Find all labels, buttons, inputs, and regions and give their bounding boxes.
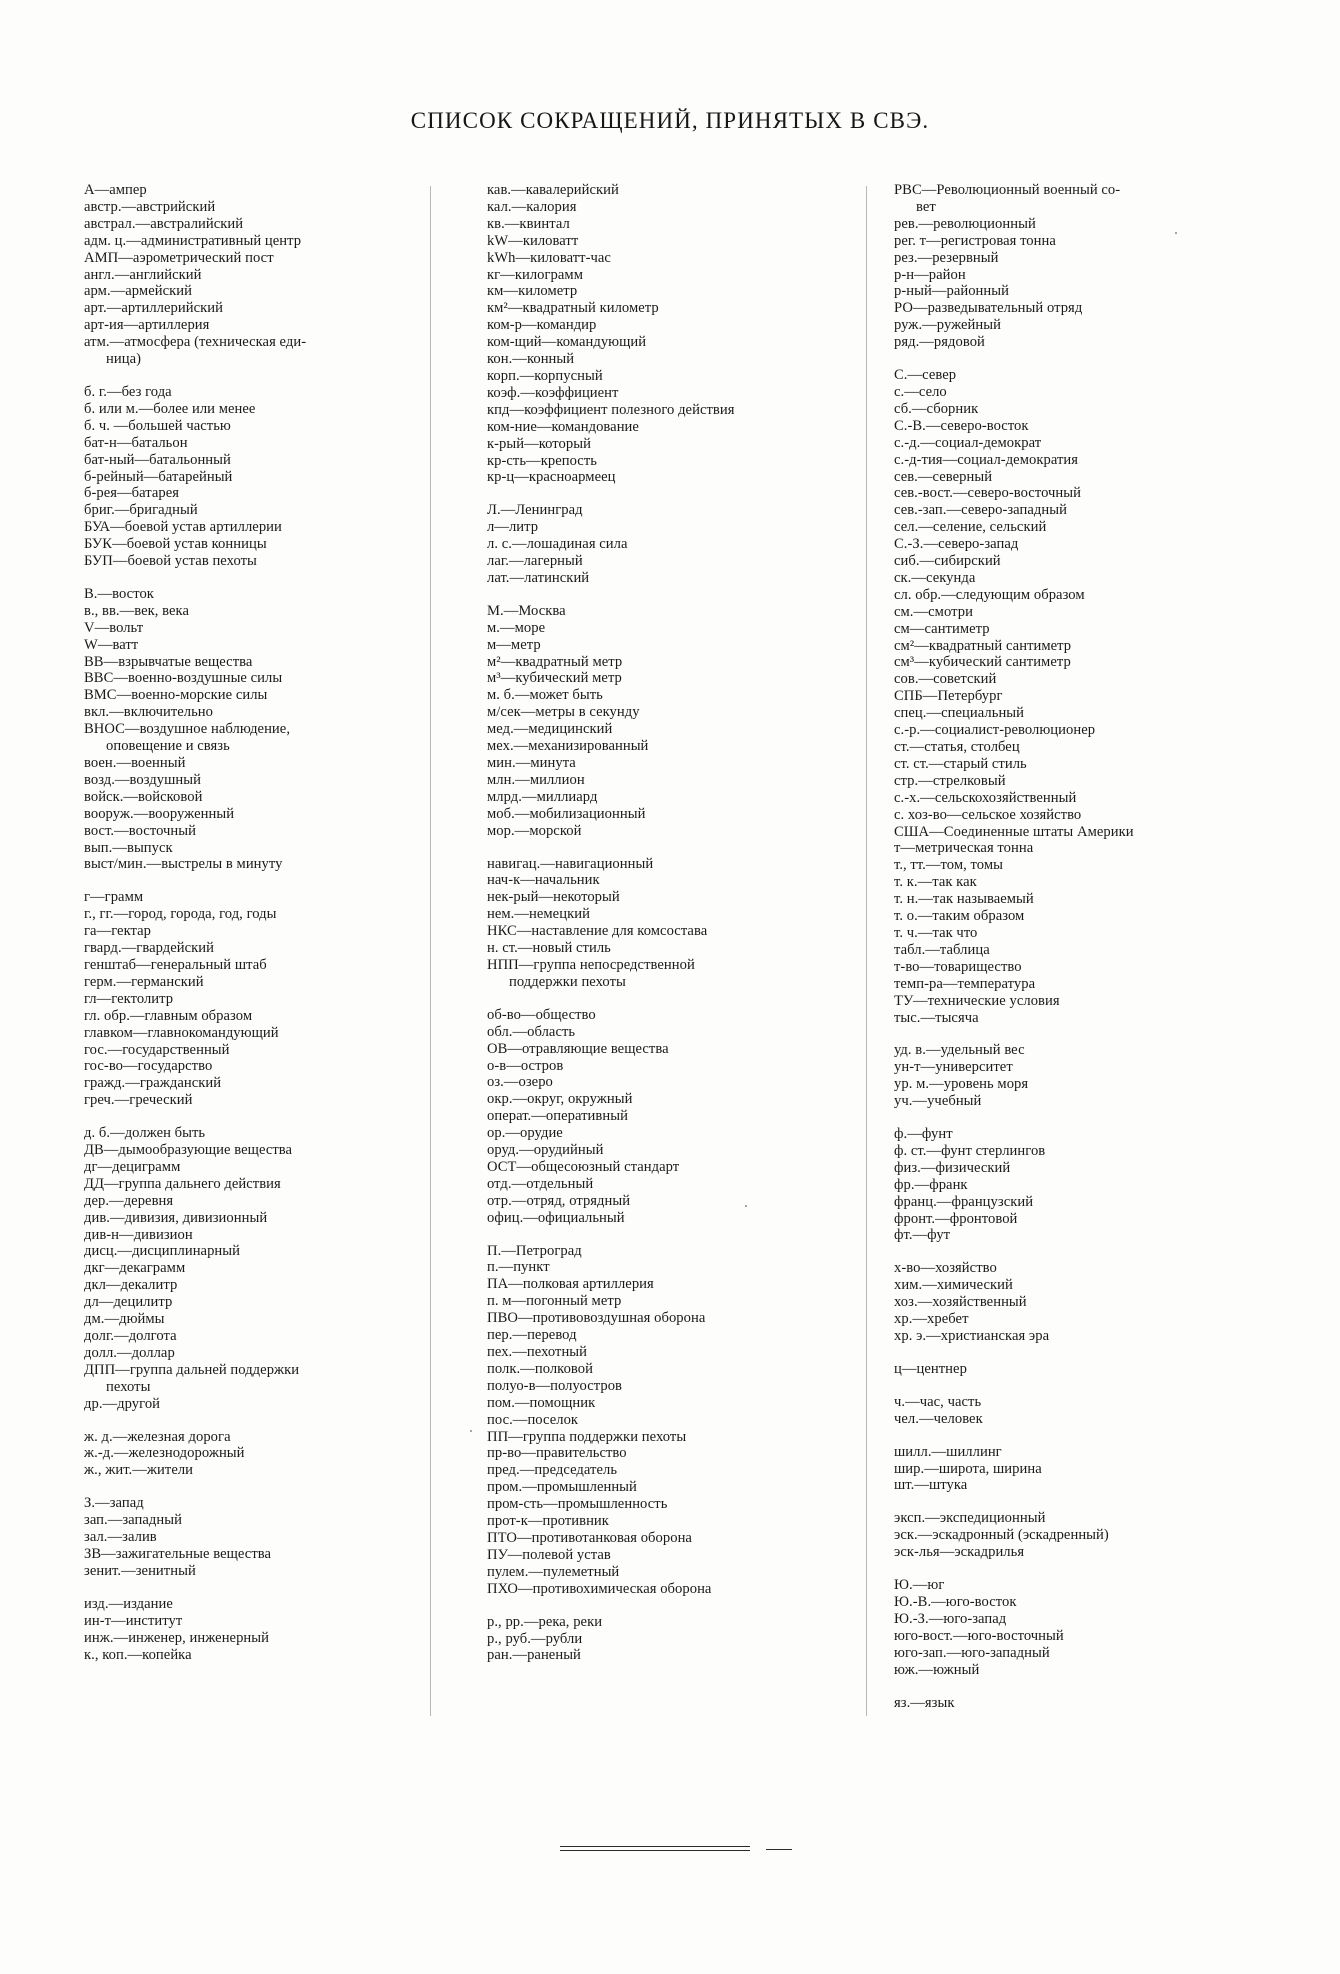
abbreviation-entry: ЗВ—зажигательные вещества bbox=[84, 1545, 272, 1562]
abbreviation-entry: ком-щий—командующий bbox=[487, 334, 647, 351]
abbreviation-entry: ПА—полковая артиллерия bbox=[487, 1276, 654, 1293]
abbreviation-entry: га—гектар bbox=[84, 923, 152, 940]
abbreviation-entry: ТУ—технические условия bbox=[894, 992, 1060, 1009]
abbreviation-entry: гражд.—гражданский bbox=[84, 1075, 222, 1092]
group-spacer bbox=[894, 351, 1264, 367]
abbreviation-entry: пом.—помощник bbox=[487, 1394, 596, 1411]
abbreviation-entry: долг.—долгота bbox=[84, 1328, 177, 1344]
abbreviation-entry: с.—село bbox=[894, 383, 947, 400]
abbreviation-entry: бат-н—батальон bbox=[84, 434, 188, 451]
abbreviation-entry: т. н.—так называемый bbox=[894, 891, 1034, 908]
abbreviation-entry: ПВО—противовоздушная оборона bbox=[487, 1310, 706, 1327]
abbreviation-entry: ПХО—противохимическая оборона bbox=[487, 1580, 712, 1597]
group-spacer bbox=[84, 1109, 454, 1125]
abbreviation-entry: гл—гектолитр bbox=[84, 990, 174, 1007]
abbreviation-entry: США—Соединенные штаты Америки bbox=[894, 823, 1134, 840]
abbreviation-entry: див-н—дивизион bbox=[84, 1226, 193, 1243]
abbreviation-entry: спец.—специальный bbox=[894, 705, 1025, 722]
abbreviation-entry: мех.—механизированный bbox=[487, 738, 649, 755]
group-spacer bbox=[84, 1580, 454, 1596]
abbreviation-entry: офиц.—официальный bbox=[487, 1209, 625, 1226]
abbreviation-entry: ф.—фунт bbox=[894, 1126, 953, 1143]
group-spacer bbox=[894, 1244, 1264, 1260]
abbreviation-entry: чел.—человек bbox=[894, 1410, 983, 1427]
abbreviation-entry: kWh—киловатт-час bbox=[487, 249, 611, 266]
abbreviation-entry: мор.—морской bbox=[487, 822, 582, 839]
abbreviation-entry: V—вольт bbox=[84, 619, 144, 636]
abbreviation-entry: франц.—французский bbox=[894, 1193, 1034, 1210]
abbreviation-entry: хоз.—хозяйственный bbox=[894, 1294, 1027, 1311]
abbreviation-entry: кон.—конный bbox=[487, 351, 575, 368]
group-spacer bbox=[487, 840, 857, 856]
abbreviation-entry: т-во—товарищество bbox=[894, 958, 1022, 975]
abbreviation-entry: ц—центнер bbox=[894, 1360, 967, 1377]
abbreviation-entry: НПП—группа непосредственной bbox=[487, 956, 695, 973]
abbreviation-entry: БУК—боевой устав конницы bbox=[84, 536, 267, 553]
abbreviation-entry: Ю.-З.—юго-запад bbox=[894, 1610, 1007, 1627]
abbreviation-entry: н. ст.—новый стиль bbox=[487, 940, 611, 957]
abbreviation-entry: др.—другой bbox=[84, 1395, 161, 1412]
abbreviation-entry: прот-к—противник bbox=[487, 1513, 609, 1530]
abbreviation-entry: рев.—революционный bbox=[894, 215, 1036, 232]
abbreviation-entry: герм.—германский bbox=[84, 973, 204, 990]
abbreviation-entry: сиб.—сибирский bbox=[894, 553, 1001, 570]
abbreviation-entry: пер.—перевод bbox=[487, 1327, 577, 1344]
abbreviation-entry: м³—кубический метр bbox=[487, 670, 622, 687]
abbreviation-entry: шилл.—шиллинг bbox=[894, 1443, 1002, 1460]
abbreviation-entry: операт.—оперативный bbox=[487, 1108, 628, 1125]
group-spacer bbox=[894, 1494, 1264, 1510]
abbreviation-entry: С.—север bbox=[894, 367, 957, 384]
abbreviation-entry: п.—пункт bbox=[487, 1259, 550, 1276]
abbreviation-entry: хим.—химический bbox=[894, 1277, 1013, 1294]
abbreviation-entry: изд.—издание bbox=[84, 1595, 173, 1612]
abbreviation-entry: с. хоз-во—сельское хозяйство bbox=[894, 806, 1082, 823]
abbreviation-entry: п. м—погонный метр bbox=[487, 1293, 622, 1310]
abbreviation-entry: лаг.—лагерный bbox=[487, 553, 583, 570]
abbreviation-entry: г., гг.—город, города, год, годы bbox=[84, 906, 277, 923]
abbreviation-entry: окр.—округ, окружный bbox=[487, 1091, 633, 1108]
abbreviation-entry: ВМС—военно-морские силы bbox=[84, 687, 268, 704]
abbreviation-entry: РВС—Революционный военный со- bbox=[894, 182, 1121, 198]
group-spacer bbox=[487, 587, 857, 603]
abbreviation-entry: т., тт.—том, томы bbox=[894, 857, 1003, 874]
abbreviation-list bbox=[84, 182, 1264, 1711]
abbreviation-entry: ПП—группа поддержки пехоты bbox=[487, 1428, 687, 1445]
abbreviation-entry: ран.—раненый bbox=[487, 1647, 581, 1664]
abbreviation-entry: ком-р—командир bbox=[487, 317, 597, 334]
abbreviation-entry: тыс.—тысяча bbox=[894, 1009, 979, 1026]
abbreviation-entry: С.-В.—северо-восток bbox=[894, 417, 1029, 434]
abbreviation-entry: юж.—южный bbox=[894, 1661, 980, 1678]
abbreviation-entry: ст. ст.—старый стиль bbox=[894, 755, 1027, 772]
column-right bbox=[872, 182, 1264, 1711]
abbreviation-entry: ж. д.—железная дорога bbox=[84, 1428, 231, 1445]
abbreviation-entry: нем.—немецкий bbox=[487, 906, 590, 923]
abbreviation-entry: атм.—атмосфера (техническая еди- bbox=[84, 334, 307, 351]
abbreviation-entry: с.-х.—сельскохозяйственный bbox=[894, 789, 1077, 806]
abbreviation-entry: с.-р.—социалист-революционер bbox=[894, 722, 1096, 739]
group-spacer bbox=[894, 1026, 1264, 1042]
abbreviation-entry: ДВ—дымообразующие вещества bbox=[84, 1142, 293, 1159]
abbreviation-entry: арм.—армейский bbox=[84, 283, 192, 300]
abbreviation-entry: З.—запад bbox=[84, 1495, 144, 1512]
abbreviation-entry: инж.—инженер, инженерный bbox=[84, 1629, 270, 1646]
group-spacer bbox=[894, 1428, 1264, 1444]
abbreviation-entry: див.—дивизия, дивизионный bbox=[84, 1209, 268, 1226]
group-spacer bbox=[84, 570, 454, 586]
abbreviation-entry: дкл—декалитр bbox=[84, 1277, 178, 1294]
group-spacer bbox=[894, 1378, 1264, 1394]
abbreviation-entry: кв.—квинтал bbox=[487, 215, 570, 232]
abbreviation-entry: вост.—восточный bbox=[84, 822, 196, 839]
page-speck bbox=[1175, 232, 1177, 234]
abbreviation-entry: корп.—корпусный bbox=[487, 367, 603, 384]
abbreviation-entry: ур. м.—уровень моря bbox=[894, 1076, 1029, 1093]
abbreviation-entry: яз.—язык bbox=[894, 1694, 955, 1711]
abbreviation-entry: ПТО—противотанковая оборона bbox=[487, 1529, 692, 1546]
abbreviation-entry: ст.—статья, столбец bbox=[894, 739, 1020, 755]
abbreviation-entry: км—километр bbox=[487, 283, 578, 300]
abbreviation-entry: хр. э.—христианская эра bbox=[894, 1328, 1050, 1344]
abbreviation-entry: М.—Москва bbox=[487, 602, 566, 619]
abbreviation-entry: возд.—воздушный bbox=[84, 771, 201, 788]
group-spacer bbox=[487, 486, 857, 502]
abbreviation-entry: главком—главнокомандующий bbox=[84, 1024, 279, 1041]
footer-ornament bbox=[560, 1846, 750, 1851]
abbreviation-entry: пех.—пехотный bbox=[487, 1344, 588, 1360]
abbreviation-entry: б. или м.—более или менее bbox=[84, 400, 256, 417]
abbreviation-entry: арт-ия—артиллерия bbox=[84, 317, 210, 334]
abbreviation-entry: м. б.—может быть bbox=[487, 687, 603, 704]
abbreviation-entry: коэф.—коэффициент bbox=[487, 384, 619, 401]
abbreviation-entry: вкл.—включительно bbox=[84, 704, 214, 721]
abbreviation-entry: фр.—франк bbox=[894, 1176, 968, 1193]
abbreviation-entry: обл.—область bbox=[487, 1023, 576, 1040]
abbreviation-entry: моб.—мобилизационный bbox=[487, 805, 646, 822]
abbreviation-entry: см.—смотри bbox=[894, 603, 973, 620]
group-spacer bbox=[894, 1345, 1264, 1361]
abbreviation-entry: к-рый—который bbox=[487, 435, 591, 452]
abbreviation-entry: оруд.—орудийный bbox=[487, 1142, 604, 1159]
abbreviation-entry: войск.—войсковой bbox=[84, 788, 203, 805]
abbreviation-entry: фронт.—фронтовой bbox=[894, 1210, 1018, 1227]
abbreviation-entry: юго-вост.—юго-восточный bbox=[894, 1627, 1064, 1644]
abbreviation-entry: дисц.—дисциплинарный bbox=[84, 1243, 241, 1260]
abbreviation-entry: т. о.—таким образом bbox=[894, 908, 1025, 925]
abbreviation-entry: ница) bbox=[106, 351, 142, 368]
abbreviation-entry: сев.-вост.—северо-восточный bbox=[894, 485, 1081, 502]
abbreviation-entry: пулем.—пулеметный bbox=[487, 1563, 620, 1580]
abbreviation-entry: т. ч.—так что bbox=[894, 924, 978, 941]
group-spacer bbox=[487, 1598, 857, 1614]
abbreviation-entry: СПБ—Петербург bbox=[894, 688, 1003, 705]
page-speck bbox=[745, 1205, 747, 1207]
abbreviation-entry: ком-ние—командование bbox=[487, 418, 639, 435]
abbreviation-entry: юго-зап.—юго-западный bbox=[894, 1644, 1050, 1661]
abbreviation-entry: кг—килограмм bbox=[487, 266, 583, 283]
abbreviation-entry: С.-З.—северо-запад bbox=[894, 536, 1019, 553]
abbreviation-entry: гл. обр.—главным образом bbox=[84, 1007, 253, 1024]
abbreviation-entry: оповещение и связь bbox=[106, 738, 230, 755]
page-title: СПИСОК СОКРАЩЕНИЙ, ПРИНЯТЫХ В СВЭ. bbox=[410, 108, 930, 133]
abbreviation-entry: т. к.—так как bbox=[894, 874, 977, 891]
abbreviation-entry: пос.—поселок bbox=[487, 1411, 579, 1428]
abbreviation-entry: греч.—греческий bbox=[84, 1092, 193, 1109]
abbreviation-entry: оз.—озеро bbox=[487, 1074, 553, 1091]
abbreviation-entry: рег. т—регистровая тонна bbox=[894, 232, 1056, 249]
abbreviation-entry: ВВС—военно-воздушные силы bbox=[84, 670, 283, 687]
abbreviation-entry: вып.—выпуск bbox=[84, 839, 173, 856]
abbreviation-entry: отд.—отдельный bbox=[487, 1175, 594, 1192]
abbreviation-entry: р-ный—районный bbox=[894, 283, 1009, 300]
abbreviation-entry: пром-сть—промышленность bbox=[487, 1496, 668, 1513]
abbreviation-entry: кал.—калория bbox=[487, 198, 577, 215]
abbreviation-entry: выст/мин.—выстрелы в минуту bbox=[84, 856, 283, 873]
abbreviation-entry: хр.—хребет bbox=[894, 1311, 969, 1328]
abbreviation-entry: в., вв.—век, века bbox=[84, 602, 190, 619]
abbreviation-entry: арт.—артиллерийский bbox=[84, 300, 223, 317]
abbreviation-entry: м²—квадратный метр bbox=[487, 653, 623, 670]
abbreviation-entry: б-рея—батарея bbox=[84, 485, 180, 502]
abbreviation-entry: т—метрическая тонна bbox=[894, 840, 1034, 857]
abbreviation-entry: полк.—полковой bbox=[487, 1360, 593, 1377]
page-speck bbox=[470, 1430, 472, 1432]
abbreviation-entry: б. г.—без года bbox=[84, 383, 172, 400]
abbreviation-entry: АМП—аэрометрический пост bbox=[84, 249, 274, 266]
abbreviation-entry: НКС—наставление для комсостава bbox=[487, 923, 708, 940]
abbreviation-entry: ин-т—институт bbox=[84, 1612, 183, 1629]
abbreviation-entry: д. б.—должен быть bbox=[84, 1125, 206, 1142]
abbreviation-entry: см²—квадратный сантиметр bbox=[894, 637, 1072, 654]
abbreviation-entry: мед.—медицинский bbox=[487, 721, 613, 738]
abbreviation-entry: шир.—широта, ширина bbox=[894, 1460, 1042, 1477]
abbreviation-entry: мин.—минута bbox=[487, 755, 576, 771]
abbreviation-entry: гос.—государственный bbox=[84, 1041, 230, 1058]
abbreviation-entry: зап.—западный bbox=[84, 1512, 182, 1529]
abbreviation-entry: млрд.—миллиард bbox=[487, 788, 598, 805]
abbreviation-entry: А—ампер bbox=[84, 182, 147, 198]
abbreviation-entry: ОВ—отравляющие вещества bbox=[487, 1040, 669, 1057]
abbreviation-entry: стр.—стрелковый bbox=[894, 772, 1006, 789]
abbreviation-entry: л. с.—лошадиная сила bbox=[487, 536, 628, 553]
abbreviation-entry: ПУ—полевой устав bbox=[487, 1546, 611, 1563]
abbreviation-entry: сев.—северный bbox=[894, 468, 993, 485]
abbreviation-entry: воен.—военный bbox=[84, 755, 186, 771]
abbreviation-entry: кпд—коэффициент полезного действия bbox=[487, 401, 735, 418]
abbreviation-entry: темп-ра—температура bbox=[894, 975, 1036, 992]
abbreviation-entry: кр-ц—красноармеец bbox=[487, 469, 616, 486]
abbreviation-entry: дер.—деревня bbox=[84, 1192, 174, 1209]
abbreviation-entry: зенит.—зенитный bbox=[84, 1562, 196, 1579]
abbreviation-entry: РО—разведывательный отряд bbox=[894, 300, 1083, 317]
abbreviation-entry: ч.—час, часть bbox=[894, 1393, 982, 1410]
abbreviation-entry: б-рейный—батарейный bbox=[84, 468, 233, 485]
group-spacer bbox=[487, 1227, 857, 1243]
abbreviation-entry: БУА—боевой устав артиллерии bbox=[84, 519, 282, 536]
abbreviation-entry: км²—квадратный километр bbox=[487, 300, 659, 317]
abbreviation-entry: г—грамм bbox=[84, 889, 144, 906]
abbreviation-entry: уч.—учебный bbox=[894, 1093, 982, 1110]
abbreviation-entry: сл. обр.—следующим образом bbox=[894, 586, 1085, 603]
abbreviation-entry: Ю.-В.—юго-восток bbox=[894, 1593, 1017, 1610]
footer-ornament-dash bbox=[766, 1849, 792, 1850]
abbreviation-entry: х-во—хозяйство bbox=[894, 1260, 997, 1277]
abbreviation-entry: kW—киловатт bbox=[487, 232, 579, 249]
abbreviation-entry: П.—Петроград bbox=[487, 1242, 582, 1259]
abbreviation-entry: сев.-зап.—северо-западный bbox=[894, 502, 1067, 519]
group-spacer bbox=[84, 368, 454, 384]
group-spacer bbox=[84, 873, 454, 889]
abbreviation-entry: рез.—резервный bbox=[894, 249, 999, 266]
abbreviation-entry: с.-д.—социал-демократ bbox=[894, 434, 1042, 451]
abbreviation-entry: м/сек—метры в секунду bbox=[487, 704, 640, 721]
abbreviation-entry: табл.—таблица bbox=[894, 941, 990, 958]
abbreviation-entry: р., руб.—рубли bbox=[487, 1630, 583, 1647]
abbreviation-entry: бриг.—бригадный bbox=[84, 502, 198, 519]
abbreviation-entry: нач-к—начальник bbox=[487, 872, 600, 889]
abbreviation-entry: австрал.—австралийский bbox=[84, 215, 244, 232]
group-spacer bbox=[894, 1679, 1264, 1695]
abbreviation-entry: дкг—декаграмм bbox=[84, 1260, 186, 1277]
abbreviation-entry: пред.—председатель bbox=[487, 1462, 618, 1479]
abbreviation-entry: ДПП—группа дальней поддержки bbox=[84, 1361, 300, 1378]
abbreviation-entry: б. ч. —большей частью bbox=[84, 417, 231, 434]
abbreviation-entry: ОСТ—общесоюзный стандарт bbox=[487, 1158, 680, 1175]
abbreviation-entry: зал.—залив bbox=[84, 1529, 157, 1546]
abbreviation-entry: см³—кубический сантиметр bbox=[894, 654, 1071, 671]
abbreviation-entry: об-во—общество bbox=[487, 1006, 596, 1023]
abbreviation-entry: кр-сть—крепость bbox=[487, 452, 597, 469]
abbreviation-entry: бат-ный—батальонный bbox=[84, 451, 231, 468]
abbreviation-entry: ВВ—взрывчатые вещества bbox=[84, 653, 253, 670]
abbreviation-entry: поддержки пехоты bbox=[509, 973, 626, 990]
group-spacer bbox=[487, 991, 857, 1007]
abbreviation-entry: адм. ц.—административный центр bbox=[84, 232, 302, 249]
abbreviation-entry: сел.—селение, сельский bbox=[894, 519, 1047, 536]
abbreviation-entry: эксп.—экспедиционный bbox=[894, 1510, 1046, 1527]
abbreviation-entry: W—ватт bbox=[84, 636, 139, 653]
abbreviation-entry: р., рр.—река, реки bbox=[487, 1613, 603, 1630]
abbreviation-entry: ж.-д.—железнодорожный bbox=[84, 1445, 245, 1462]
abbreviation-entry: ск.—секунда bbox=[894, 569, 976, 586]
abbreviation-entry: англ.—английский bbox=[84, 266, 202, 283]
abbreviation-entry: дг—дециграмм bbox=[84, 1158, 181, 1175]
abbreviation-entry: гвард.—гвардейский bbox=[84, 940, 214, 957]
abbreviation-entry: ж., жит.—жители bbox=[84, 1462, 194, 1479]
abbreviation-entry: дл—децилитр bbox=[84, 1294, 173, 1311]
abbreviation-entry: ВНОС—воздушное наблюдение, bbox=[84, 721, 291, 738]
abbreviation-entry: ф. ст.—фунт стерлингов bbox=[894, 1142, 1046, 1159]
abbreviation-entry: млн.—миллион bbox=[487, 771, 585, 788]
abbreviation-entry: дм.—дюймы bbox=[84, 1311, 165, 1328]
abbreviation-entry: сб.—сборник bbox=[894, 400, 979, 417]
abbreviation-entry: к., коп.—копейка bbox=[84, 1646, 192, 1663]
abbreviation-entry: пехоты bbox=[106, 1378, 151, 1395]
abbreviation-entry: Ю.—юг bbox=[894, 1577, 945, 1594]
abbreviation-entry: полуо-в—полуостров bbox=[487, 1377, 622, 1394]
abbreviation-entry: БУП—боевой устав пехоты bbox=[84, 553, 257, 570]
abbreviation-entry: ор.—орудие bbox=[487, 1125, 563, 1142]
abbreviation-entry: пр-во—правительство bbox=[487, 1445, 627, 1462]
abbreviation-entry: о-в—остров bbox=[487, 1057, 564, 1074]
abbreviation-entry: отр.—отряд, отрядный bbox=[487, 1192, 631, 1209]
column-middle bbox=[469, 182, 857, 1711]
column-left bbox=[84, 182, 454, 1711]
abbreviation-entry: эск.—эскадронный (эскадренный) bbox=[894, 1527, 1109, 1544]
abbreviation-entry: уд. в.—удельный вес bbox=[894, 1042, 1025, 1059]
abbreviation-entry: фт.—фут bbox=[894, 1227, 951, 1244]
group-spacer bbox=[894, 1561, 1264, 1577]
abbreviation-entry: Л.—Ленинград bbox=[487, 502, 583, 519]
group-spacer bbox=[84, 1413, 454, 1429]
abbreviation-entry: эск-лья—эскадрилья bbox=[894, 1544, 1025, 1561]
abbreviation-entry: В.—восток bbox=[84, 585, 154, 602]
abbreviation-entry: австр.—австрийский bbox=[84, 198, 216, 215]
abbreviation-entry: л—литр bbox=[487, 519, 539, 536]
abbreviation-entry: шт.—штука bbox=[894, 1477, 968, 1494]
abbreviation-entry: ДД—группа дальнего действия bbox=[84, 1175, 281, 1192]
abbreviation-entry: нек-рый—некоторый bbox=[487, 889, 620, 906]
group-spacer bbox=[894, 1110, 1264, 1126]
group-spacer bbox=[84, 1479, 454, 1495]
abbreviation-entry: долл.—доллар bbox=[84, 1344, 175, 1361]
abbreviation-entry: лат.—латинский bbox=[487, 569, 590, 586]
abbreviation-entry: вет bbox=[916, 198, 936, 215]
abbreviation-entry: навигац.—навигационный bbox=[487, 855, 654, 872]
abbreviation-entry: см—сантиметр bbox=[894, 620, 990, 637]
abbreviation-entry: кав.—кавалерийский bbox=[487, 182, 619, 198]
abbreviation-entry: м.—море bbox=[487, 619, 546, 636]
abbreviation-entry: ряд.—рядовой bbox=[894, 334, 985, 351]
abbreviation-entry: вооруж.—вооруженный bbox=[84, 805, 235, 822]
abbreviation-entry: с.-д-тия—социал-демократия bbox=[894, 451, 1079, 468]
abbreviation-entry: гос-во—государство bbox=[84, 1058, 213, 1075]
abbreviation-entry: физ.—физический bbox=[894, 1159, 1011, 1176]
abbreviation-entry: пром.—промышленный bbox=[487, 1479, 637, 1496]
abbreviation-entry: р-н—район bbox=[894, 266, 966, 283]
abbreviation-entry: руж.—ружейный bbox=[894, 317, 1001, 334]
abbreviation-entry: м—метр bbox=[487, 636, 541, 653]
abbreviation-entry: генштаб—генеральный штаб bbox=[84, 956, 267, 973]
abbreviation-entry: ун-т—университет bbox=[894, 1059, 1013, 1076]
abbreviation-entry: сов.—советский bbox=[894, 671, 997, 688]
